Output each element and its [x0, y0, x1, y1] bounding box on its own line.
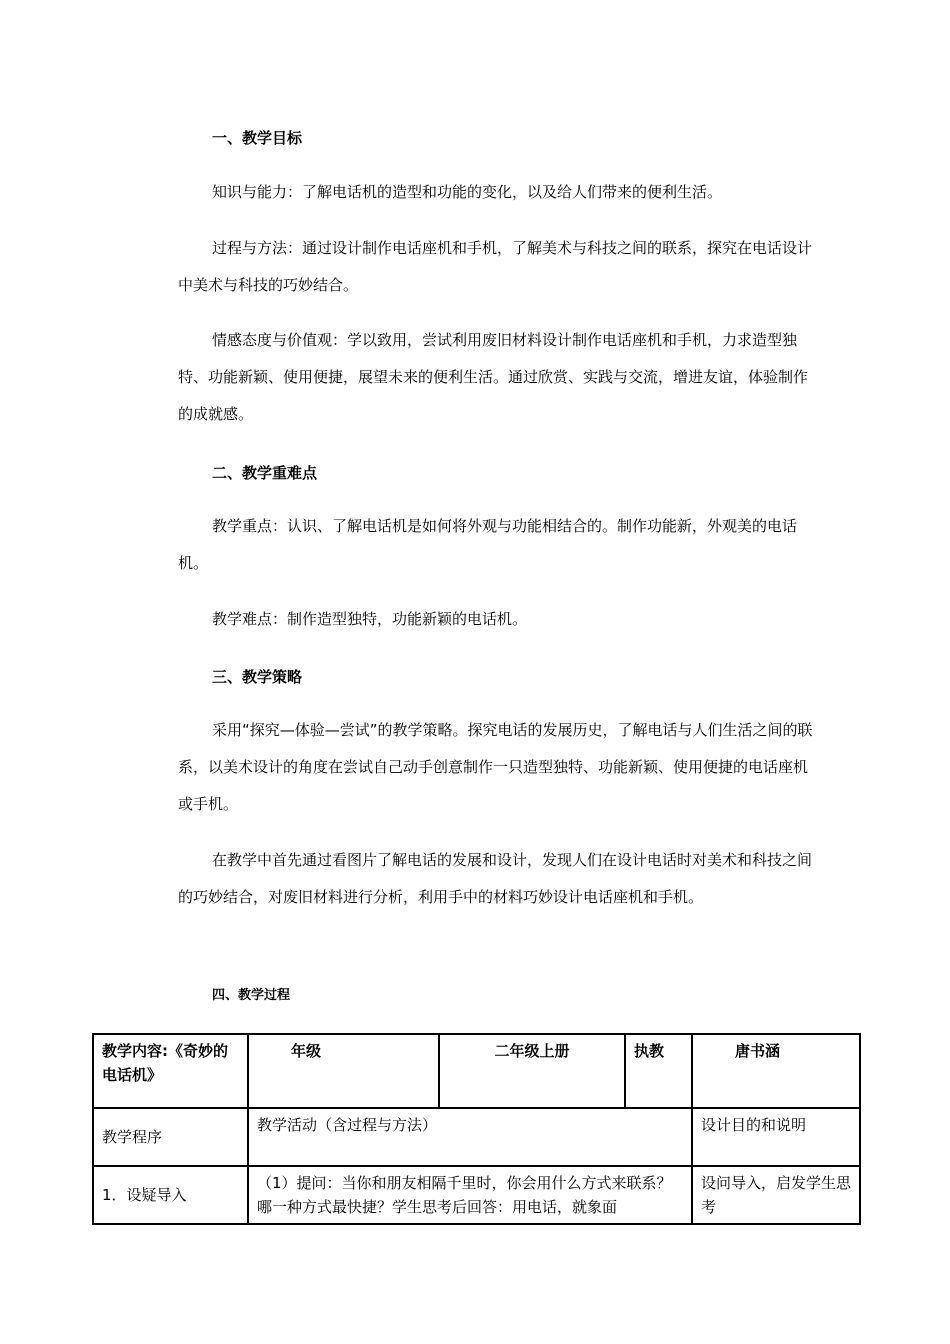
- teacher-value-cell: 唐书涵: [692, 1034, 860, 1108]
- teaching-process-table: [92, 1033, 861, 1225]
- section-title-process: 四、教学过程: [212, 988, 291, 1003]
- paragraph-attitude: 情感态度与价值观：学以致用，尝试利用废旧材料设计制作电话座机和手机，力求造型独特、功能新颖、使用便捷，展望未来的便利生活。通过欣赏、实践与交流，增进友谊，体验制作的成就感。: [178, 331, 809, 423]
- paragraph-difficulty: 教学难点：制作造型独特，功能新颖的电话机。: [212, 610, 528, 628]
- grade-label-cell: 年级: [248, 1034, 439, 1108]
- purpose-cell: 设问导入，启发学生思考: [692, 1166, 860, 1224]
- purpose-header-cell: 设计目的和说明: [692, 1108, 860, 1166]
- teacher-label-cell: 执教: [625, 1034, 692, 1108]
- grade-value-cell: 二年级上册: [439, 1034, 625, 1108]
- activity-header-cell: 教学活动（含过程与方法）: [248, 1108, 692, 1166]
- table-row: [93, 1108, 860, 1166]
- section-title-objectives: 一、教学目标: [212, 129, 303, 147]
- activity-cell: （1）提问：当你和朋友相隔千里时，你会用什么方式来联系？哪一种方式最快捷？学生思考后回答：用电话，就象面: [248, 1166, 692, 1224]
- section-title-strategy: 三、教学策略: [212, 668, 303, 686]
- section-title-key-points: 二、教学重难点: [212, 464, 318, 482]
- table-row: [93, 1166, 860, 1224]
- procedure-cell: 1．设疑导入: [93, 1166, 248, 1224]
- paragraph-strategy: 采用“探究—体验—尝试”的教学策略。探究电话的发展历史，了解电话与人们生活之间的联系，以美术设计的角度在尝试自己动手创意制作一只造型独特、功能新颖、使用便捷的电话座机或手机。: [178, 721, 813, 813]
- paragraph-knowledge: 知识与能力：了解电话机的造型和功能的变化，以及给人们带来的便利生活。: [212, 183, 723, 201]
- paragraph-key-point: 教学重点：认识、了解电话机是如何将外观与功能相结合的。制作功能新，外观美的电话机。: [178, 517, 798, 572]
- table-row: [93, 1034, 860, 1108]
- procedure-header-cell: 教学程序: [93, 1108, 248, 1166]
- paragraph-method: 在教学中首先通过看图片了解电话的发展和设计，发现人们在设计电话时对美术和科技之间的巧妙结合，对废旧材料进行分析，利用手中的材料巧妙设计电话座机和手机。: [178, 851, 813, 906]
- content-label-cell: 教学内容:《奇妙的电话机》: [93, 1034, 248, 1108]
- paragraph-process: 过程与方法：通过设计制作电话座机和手机，了解美术与科技之间的联系，探究在电话设计中美术与科技的巧妙结合。: [178, 239, 813, 294]
